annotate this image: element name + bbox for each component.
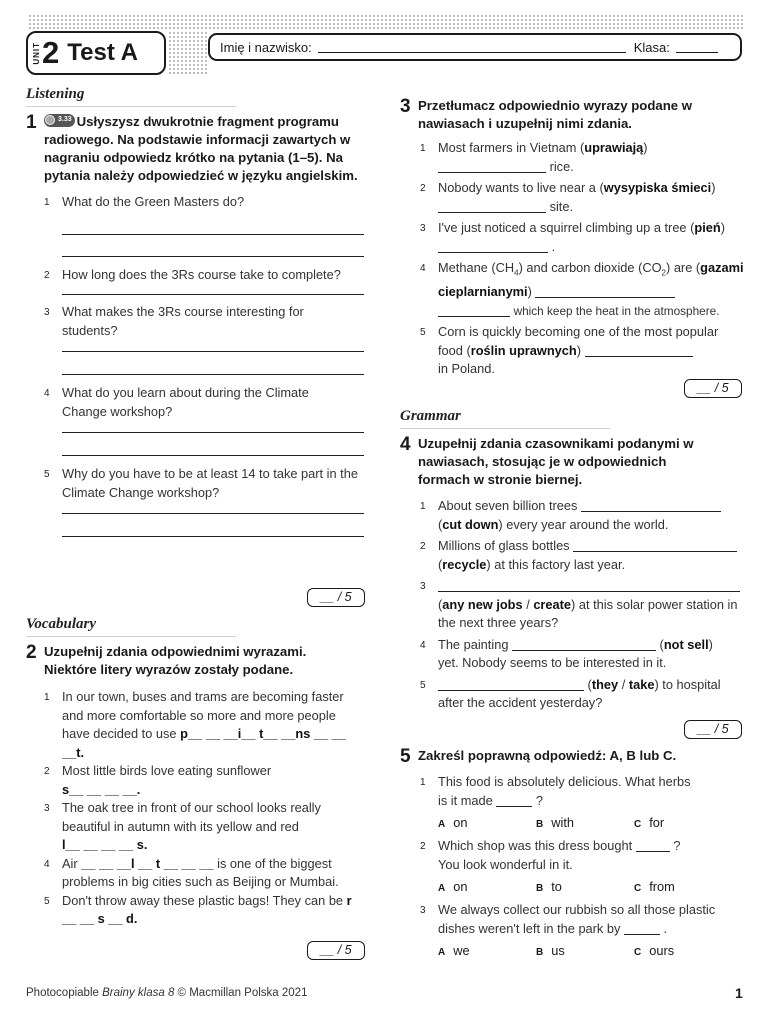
option-b[interactable]: B to [536, 879, 562, 894]
grammar-item: 5 (they / take) to hospital after the accident yesterday? [420, 676, 721, 710]
answer-blank[interactable] [438, 201, 546, 213]
answer-line[interactable] [62, 502, 364, 514]
choice-item: 2 Which shop was this dress bought ? You look wonderful in it. [420, 838, 681, 872]
option-c[interactable]: C for [634, 815, 665, 830]
answer-line[interactable] [62, 352, 364, 375]
choice-item: 3 We always collect our rubbish so all those plastic dishes weren't left in the park by . [420, 902, 716, 936]
header-dots-pattern-2 [168, 31, 208, 75]
question-item: 2 How long does the 3Rs course take to complete? [44, 266, 341, 282]
answer-line[interactable] [62, 285, 364, 295]
task-3 [400, 97, 744, 133]
grammar-item: 4 The painting (not sell) yet. Nobody seems to be interested in it. [420, 636, 713, 670]
grammar-item: 2 Millions of glass bottles (recycle) at this factory last year. [400, 537, 744, 574]
answer-blank[interactable] [438, 241, 548, 253]
question-item: 3 What makes the 3Rs course interesting for students? [44, 304, 304, 338]
vocab-item: 2 Most little birds love eating sunflower s__ __ __ __. [44, 763, 272, 797]
section-vocabulary: Vocabulary [26, 616, 236, 637]
grammar-item: 1 About seven billion trees (cut down) every year around the world. [400, 497, 744, 534]
score-box-task-1[interactable]: __ / 5 [307, 588, 365, 607]
task-4-items [400, 497, 744, 713]
task-instruction: Zakreśl poprawną odpowiedź: A, B lub C. [418, 748, 677, 763]
score-box-task-4[interactable]: __ / 5 [684, 720, 742, 739]
question-item: 1 What do the Green Masters do? [44, 194, 245, 209]
question-item: 4 What do you learn about during the Climate Change workshop? [44, 385, 309, 419]
left-column [26, 86, 366, 537]
answer-line[interactable] [62, 340, 364, 352]
choice-options [438, 942, 744, 962]
translate-item: 1 Most farmers in Vietnam (uprawiają) rice. [420, 140, 648, 174]
translate-item: 2 Nobody wants to live near a (wysypiska śmieci) site. [420, 180, 716, 214]
unit-label: UNIT [32, 41, 41, 65]
option-c[interactable]: C from [634, 879, 675, 894]
unit-number: 2 [42, 35, 60, 70]
answer-blank[interactable] [636, 840, 670, 852]
answer-line[interactable] [62, 514, 364, 537]
test-title: Test A [67, 39, 138, 66]
score-box-task-3[interactable]: __ / 5 [684, 379, 742, 398]
section-grammar: Grammar [400, 408, 610, 429]
answer-blank[interactable] [512, 639, 656, 651]
task-1 [26, 113, 366, 185]
task-number: 4 [400, 434, 411, 455]
choice-item: 1 This food is absolutely delicious. What herbs is it made ? [420, 774, 691, 808]
answer-blank[interactable] [624, 923, 660, 935]
answer-blank[interactable] [438, 679, 584, 691]
task-instruction: Uzupełnij zdania czasownikami podanymi w nawiasach, stosując je w odpowiednich formach w stronie biernej. [418, 436, 694, 487]
unit-badge [26, 31, 166, 75]
translate-item: 3 I've just noticed a squirrel climbing up a tree (pień) . [420, 220, 725, 254]
answer-blank[interactable] [535, 286, 675, 298]
name-field[interactable] [318, 42, 626, 53]
answer-blank[interactable] [581, 500, 721, 512]
task-number: 3 [400, 96, 411, 117]
class-field[interactable] [676, 42, 718, 53]
option-c[interactable]: C ours [634, 943, 675, 958]
right-column [400, 97, 744, 379]
answer-blank[interactable] [585, 345, 693, 357]
header-dots-pattern [28, 14, 744, 30]
answer-blank[interactable] [496, 795, 532, 807]
grammar-block [400, 408, 744, 713]
answer-line[interactable] [62, 213, 364, 235]
option-a[interactable]: A we [438, 943, 470, 958]
task-5-block [400, 747, 744, 962]
task-instruction: 3.33 Usłyszysz dwukrotnie fragment programu radiowego. Na podstawie informacji zawartych w nagraniu odpowiedz krótko na pytania (1–5). Na pytania należy odpowiedzieć w języku angielskim. [44, 114, 358, 183]
option-a[interactable]: A on [438, 815, 468, 830]
translate-item: 4 Methane $(CH_4)$ and carbon dioxide $(CO_2)$ are (gazami cieplarnianymi) which keep the heat in the atmosphere. [420, 260, 744, 318]
task-4 [400, 435, 744, 489]
option-b[interactable]: B us [536, 943, 565, 958]
section-listening: Listening [26, 86, 236, 107]
task-number: 5 [400, 746, 411, 767]
name-class-box [208, 33, 742, 61]
task-number: 1 [26, 112, 37, 133]
audio-track-badge[interactable]: 3.33 [44, 114, 75, 127]
class-label: Klasa: [633, 39, 670, 55]
answer-line[interactable] [62, 433, 364, 456]
vocab-item: 1 In our town, buses and trams are becoming faster and more comfortable so more and more people have decided to use p__ __ __i__ t__ __ns __ __ __t. [44, 689, 346, 760]
task-2 [26, 643, 366, 679]
page-number: 1 [735, 985, 743, 1001]
vocab-item: 4 Air __ __ __l __ t __ __ __ is one of the biggest problems in big cities such as Beijing or Mumbai. [44, 855, 339, 889]
vocab-item: 5 Don't throw away these plastic bags! They can be r __ __ s __ d. [44, 892, 352, 926]
vocabulary-block [26, 616, 366, 929]
answer-line[interactable] [62, 421, 364, 433]
score-box-task-2[interactable]: __ / 5 [307, 941, 365, 960]
task-3-items [400, 139, 744, 379]
task-5-items [400, 773, 744, 962]
option-a[interactable]: A on [438, 879, 468, 894]
task-instruction: Przetłumacz odpowiednio wyrazy podane w nawiasach i uzupełnij nimi zdania. [418, 98, 693, 131]
question-item: 5 Why do you have to be at least 14 to take part in the Climate Change workshop? [44, 466, 358, 500]
cd-icon [45, 115, 55, 125]
task-2-items [26, 688, 366, 929]
name-label: Imię i nazwisko: [220, 39, 312, 55]
task-1-questions [26, 193, 366, 537]
answer-blank[interactable] [438, 580, 740, 592]
grammar-item: 3 (any new jobs / create) at this solar power station in the next three years? [400, 577, 744, 633]
option-b[interactable]: B with [536, 815, 574, 830]
translate-item: 5 Corn is quickly becoming one of the most popular food (roślin uprawnych) in Poland. [420, 324, 719, 377]
answer-line[interactable] [62, 235, 364, 257]
footer-copyright: Photocopiable Brainy klasa 8 © Macmillan Polska 2021 [26, 987, 308, 999]
task-instruction: Uzupełnij zdania odpowiednimi wyrazami. Niektóre litery wyrazów zostały podane. [44, 644, 307, 677]
answer-blank[interactable] [438, 161, 546, 173]
vocab-item: 3 The oak tree in front of our school looks really beautiful in autumn with its yellow and red l__ __ __ __ s. [44, 800, 321, 852]
task-5 [400, 747, 744, 767]
answer-blank[interactable] [438, 305, 510, 317]
choice-options [438, 814, 744, 834]
task-number: 2 [26, 642, 37, 663]
answer-blank[interactable] [573, 540, 737, 552]
choice-options [438, 878, 744, 898]
